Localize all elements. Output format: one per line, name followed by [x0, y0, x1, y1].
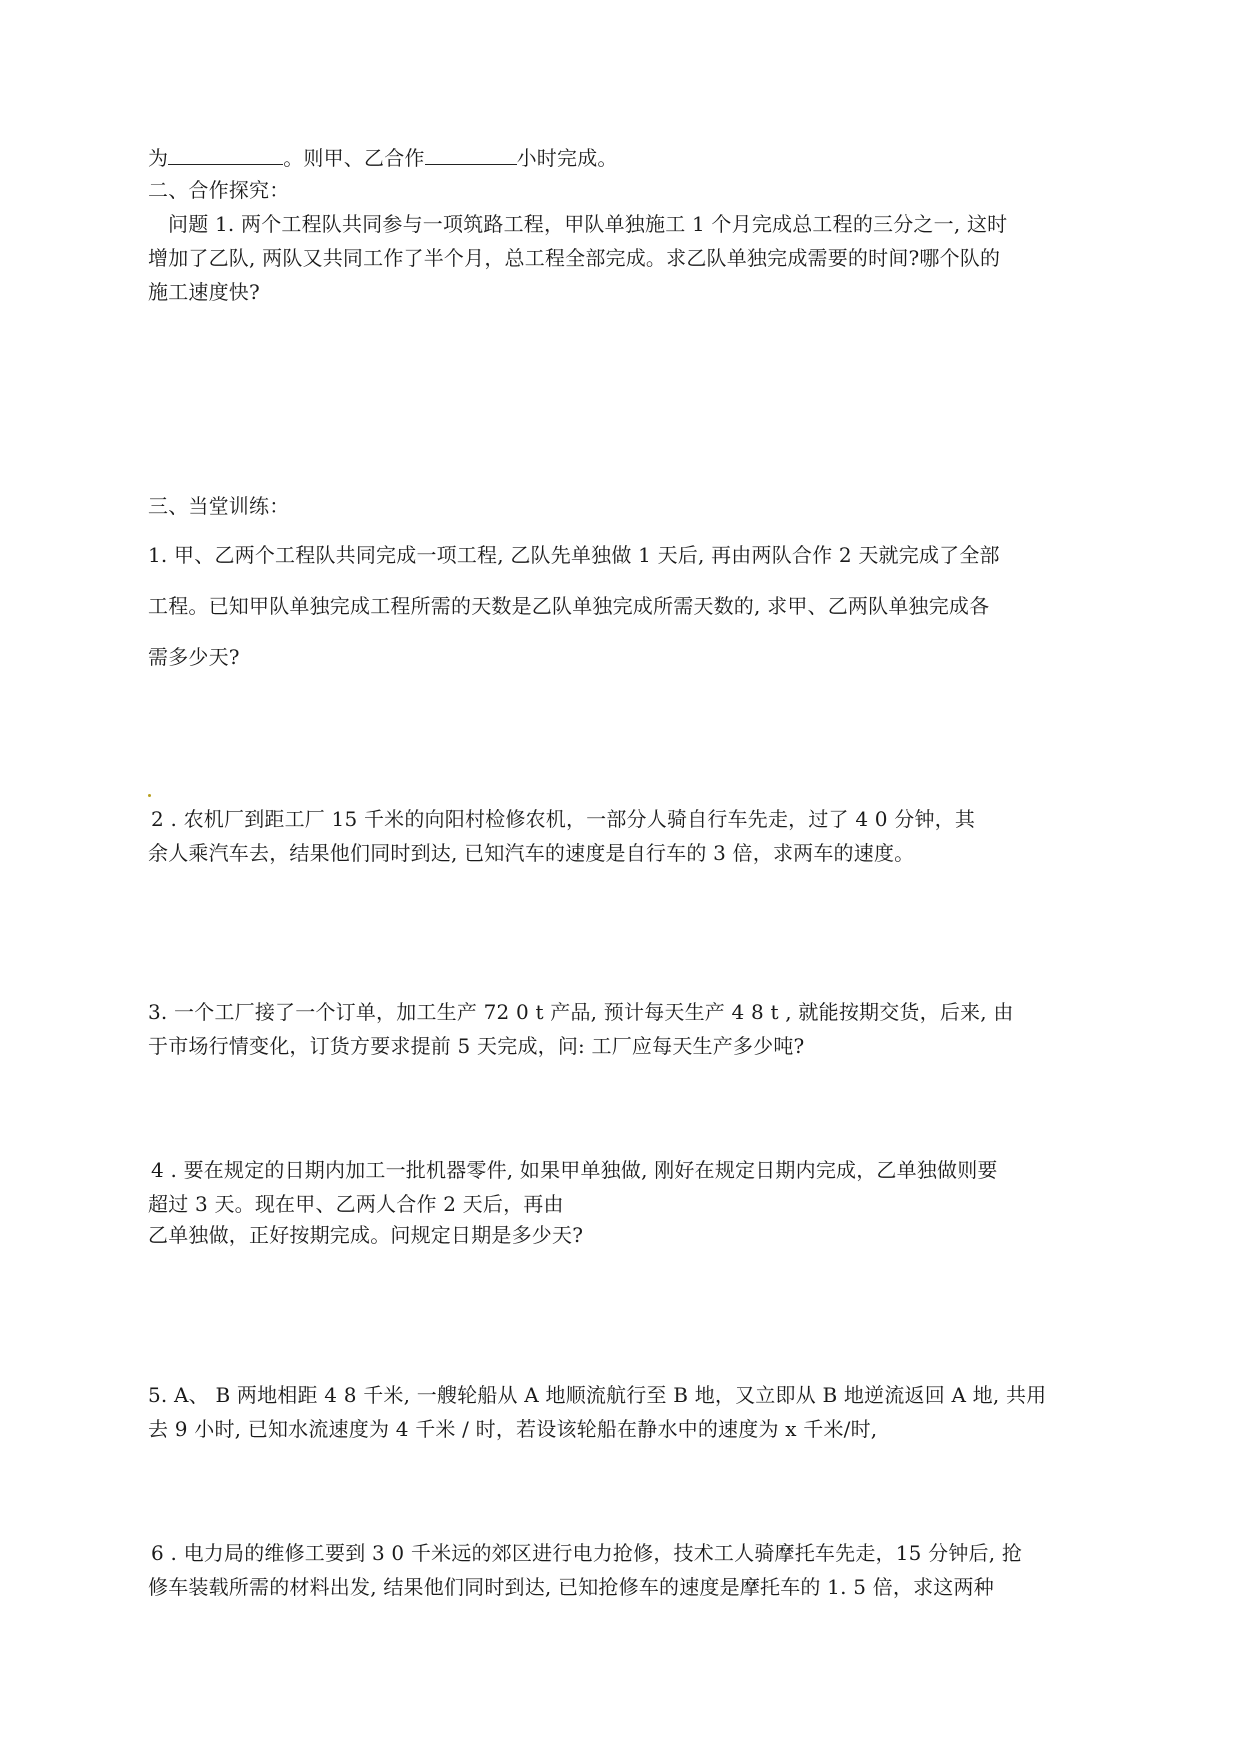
question2-line2: 余人乘汽车去，结果他们同时到达, 已知汽车的速度是自行车的 3 倍，求两车的速度。 — [148, 841, 915, 865]
question4-line3: 乙单独做，正好按期完成。问规定日期是多少天? — [148, 1223, 584, 1247]
question1-line3: 需多少天? — [148, 645, 240, 669]
question4-line2: 超过 3 天。现在甲、乙两人合作 2 天后，再由 — [148, 1192, 564, 1216]
section-heading-cooperation: 二、合作探究： — [148, 178, 290, 202]
stray-mark — [148, 794, 151, 797]
answer-blank-2[interactable] — [425, 146, 517, 165]
answer-blank-1[interactable] — [168, 146, 283, 165]
question1-line1: 1. 甲、乙两个工程队共同完成一项工程, 乙队先单独做 1 天后, 再由两队合作 2 天就完成了全部 — [148, 543, 1000, 567]
problem1-line1: 问题 1. 两个工程队共同参与一项筑路工程，甲队单独施工 1 个月完成总工程的三分之一, 这时 — [168, 212, 1008, 236]
question6-line1: 6 . 电力局的维修工要到 3 0 千米远的郊区进行电力抢修，技术工人骑摩托车先走，15 分钟后, 抢 — [151, 1541, 1023, 1565]
question5-line1: 5. A、 B 两地相距 4 8 千米, 一艘轮船从 A 地顺流航行至 B 地，又立即从 B 地逆流返回 A 地, 共用 — [148, 1383, 1047, 1407]
fill-in-middle: 。则甲、乙合作 — [283, 146, 425, 170]
question6-line2: 修车装载所需的材料出发, 结果他们同时到达, 已知抢修车的速度是摩托车的 1. 5 倍，求这两种 — [148, 1575, 994, 1599]
fill-in-line — [148, 146, 618, 170]
question3-line1: 3. 一个工厂接了一个订单，加工生产 72 0 t 产品, 预计每天生产 4 8 t , 就能按期交货，后来, 由 — [148, 1000, 1014, 1024]
fill-in-prefix: 为 — [148, 146, 169, 170]
section-heading-practice: 三、当堂训练： — [148, 494, 290, 518]
question5-line2: 去 9 小时, 已知水流速度为 4 千米 / 时，若设该轮船在静水中的速度为 x 千米/时, — [148, 1417, 878, 1441]
fill-in-suffix: 小时完成。 — [516, 146, 618, 170]
question4-line1: 4 . 要在规定的日期内加工一批机器零件, 如果甲单独做, 刚好在规定日期内完成，乙单独做则要 — [151, 1158, 998, 1182]
problem1-line3: 施工速度快? — [148, 280, 260, 304]
problem1-line2: 增加了乙队, 两队又共同工作了半个月，总工程全部完成。求乙队单独完成需要的时间?哪个队的 — [148, 246, 1001, 270]
question3-line2: 于市场行情变化，订货方要求提前 5 天完成，问: 工厂应每天生产多少吨? — [148, 1034, 805, 1058]
question1-line2: 工程。已知甲队单独完成工程所需的天数是乙队单独完成所需天数的, 求甲、乙两队单独完成各 — [148, 594, 990, 618]
question2-line1: 2 . 农机厂到距工厂 15 千米的向阳村检修农机，一部分人骑自行车先走，过了 4 0 分钟，其 — [151, 807, 976, 831]
